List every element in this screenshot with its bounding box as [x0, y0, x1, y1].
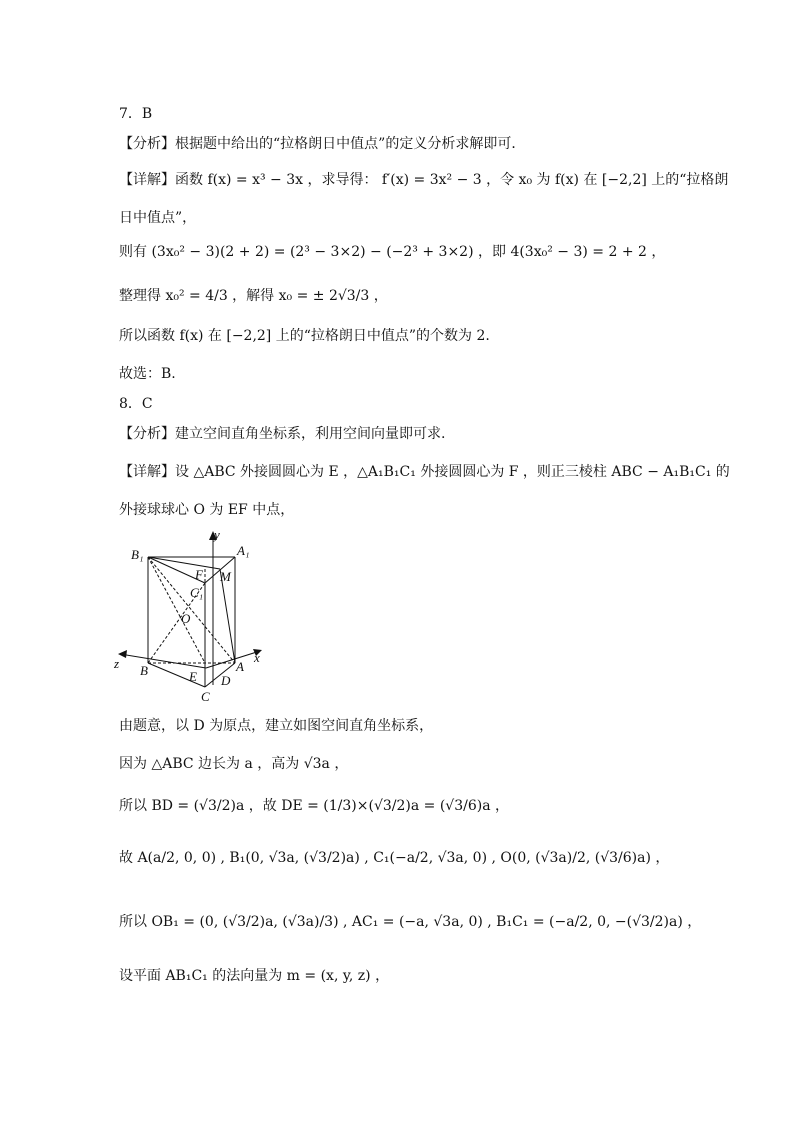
answer-8-detail-1: 【详解】设 △ABC 外接圆圆心为 E ，△A₁B₁C₁ 外接圆圆心为 F ，则正三棱柱 ABC − A₁B₁C₁ 的 — [119, 464, 730, 480]
answer-7-equation: 则有 (3x₀² − 3)(2 + 2) = (2³ − 3×2) − (−2³ + 3×2) ，即 4(3x₀² − 3) = 2 + 2 ， — [119, 244, 666, 260]
answer-8-normal: 设平面 AB₁C₁ 的法向量为 m = (x, y, z) ， — [119, 968, 390, 984]
z-axis-arrow — [118, 650, 127, 658]
label-c1: C₁ — [190, 585, 204, 600]
answer-7-solve: 整理得 x₀² = 4/3 ，解得 x₀ = ± 2√3/3 ， — [119, 288, 388, 304]
label-b1: B₁ — [131, 547, 144, 562]
answer-7-conclusion: 所以函数 f(x) 在 [−2,2] 上的“拉格朗日中值点”的个数为 2. — [119, 328, 490, 344]
answer-8-points: 故 A(a/2, 0, 0) , B₁(0, √3a, (√3/2)a) , C₁(−a/2, √3a, 0) , O(0, (√3a)/2, (√3/6)a) ， — [119, 850, 670, 866]
label-z: z — [114, 656, 120, 671]
line-b1-m — [148, 557, 220, 569]
label-f: F — [195, 567, 203, 582]
label-e: E — [189, 669, 197, 684]
label-o: O — [181, 611, 191, 626]
label-y: y — [214, 527, 220, 542]
label-a: A — [236, 659, 244, 674]
label-x: x — [254, 650, 260, 665]
answer-8-bd: 所以 BD = (√3/2)a ，故 DE = (1/3)×(√3/2)a = (√3/6)a ， — [119, 798, 510, 814]
answer-7-analysis: 【分析】根据题中给出的“拉格朗日中值点”的定义分析求解即可． — [119, 136, 526, 152]
label-m: M — [220, 569, 231, 584]
answer-7-choice: 故选：B. — [119, 366, 176, 382]
answer-8-coords: 由题意，以 D 为原点，建立如图空间直角坐标系， — [119, 718, 434, 734]
answer-8-vectors: 所以 OB₁ = (0, (√3/2)a, (√3a)/3) , AC₁ = (−a, √3a, 0) , B₁C₁ = (−a/2, 0, −(√3/2)a) ， — [119, 914, 702, 930]
label-c: C — [201, 689, 210, 704]
answer-8-detail-2: 外接球球心 O 为 EF 中点， — [119, 502, 295, 518]
answer-8-analysis: 【分析】建立空间直角坐标系，利用空间向量即可求. — [119, 426, 446, 442]
answer-7-heading: 7．B — [119, 106, 153, 122]
prism-diagram — [110, 525, 270, 705]
label-a1: A₁ — [237, 543, 250, 558]
label-b: B — [140, 663, 148, 678]
z-axis — [120, 654, 206, 668]
answer-8-heading: 8．C — [119, 396, 153, 412]
answer-8-side: 因为 △ABC 边长为 a ，高为 √3a ， — [119, 756, 349, 772]
label-d: D — [221, 673, 231, 688]
answer-7-detail-2: 日中值点”， — [119, 210, 197, 226]
answer-7-detail-1: 【详解】函数 f(x) = x³ − 3x ，求导得： f′(x) = 3x² − 3 ，令 x₀ 为 f(x) 在 [−2,2] 上的“拉格朗 — [119, 172, 729, 188]
